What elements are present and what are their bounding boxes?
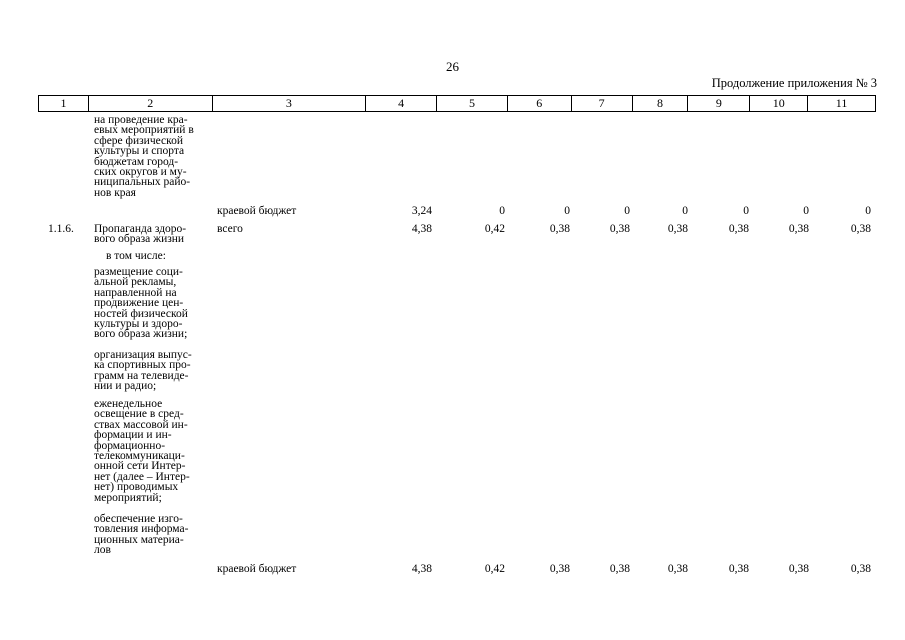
header-col-11: 11 [835, 96, 848, 110]
item-name: Пропаганда здоро- вого образа жизни [94, 223, 187, 246]
header-col-6: 6 [508, 96, 572, 111]
item-number: 1.1.6. [48, 223, 74, 235]
row-source: краевой бюджет [217, 563, 297, 575]
row-value-col8: 0,38 [667, 563, 688, 575]
row-value-col7: 0,38 [609, 563, 630, 575]
sub-item-social-ads: размещение соци- альной рекламы, направленной на продвижение цен- ностей физической культуры и здоро- вого образа жизни; [94, 266, 188, 341]
header-col-4: 4 [366, 96, 437, 111]
row-value-col6: 0,38 [549, 563, 570, 575]
row-value-col7: 0,38 [609, 223, 630, 235]
header-col-10: 10 [750, 96, 808, 111]
row-value-col4: 4,38 [411, 223, 432, 235]
header-col-7: 7 [572, 96, 633, 111]
row-value-col8: 0,38 [667, 223, 688, 235]
header-col-1: 1 [39, 96, 89, 111]
row-value-col6: 0,38 [549, 223, 570, 235]
row-value-col5: 0,42 [484, 563, 505, 575]
row-value-col4: 4,38 [411, 563, 432, 575]
sub-item-tv-radio: организация выпус- ка спортивных про- грамм на телевиде- нии и радио; [94, 349, 192, 393]
row-value-col11: 0,38 [850, 563, 871, 575]
row-value-col8: 0 [682, 205, 688, 217]
row-value-col11: 0 [865, 205, 871, 217]
row-value-col6: 0 [564, 205, 570, 217]
including-label: в том числе: [106, 250, 166, 262]
header-col-9: 9 [688, 96, 750, 111]
prev-item-name: на проведение кра- евых мероприятий в сфере физической культуры и спорта бюджетам город- ских округов и му- ниципальных райо- нов края [94, 114, 194, 199]
header-col-2: 2 [89, 96, 213, 111]
row-value-col11: 0,38 [850, 223, 871, 235]
row-source: краевой бюджет [217, 205, 297, 217]
row-value-col9: 0 [743, 205, 749, 217]
table-header-row [38, 95, 876, 112]
sub-item-media-coverage: еженедельное освещение в сред- ствах массовой ин- формации и ин- формационно- телекоммуникаци- онной сети Интер- нет (далее – Интер- нет) проводимых мероприятий; [94, 398, 190, 504]
row-value-col5: 0 [499, 205, 505, 217]
row-value-col9: 0,38 [728, 223, 749, 235]
page-number: 26 [446, 59, 459, 74]
row-value-col10: 0 [803, 205, 809, 217]
row-value-col9: 0,38 [728, 563, 749, 575]
row-value-col10: 0,38 [788, 563, 809, 575]
row-value-col4: 3,24 [411, 205, 432, 217]
row-value-col5: 0,42 [484, 223, 505, 235]
row-value-col7: 0 [624, 205, 630, 217]
continuation-title: Продолжение приложения № 3 [711, 76, 877, 90]
header-col-8: 8 [633, 96, 689, 111]
row-source: всего [217, 223, 243, 235]
header-col-3: 3 [213, 96, 367, 111]
header-col-5: 5 [437, 96, 508, 111]
row-value-col10: 0,38 [788, 223, 809, 235]
sub-item-info-materials: обеспечение изго- товления информа- ционных материа- лов [94, 513, 189, 557]
